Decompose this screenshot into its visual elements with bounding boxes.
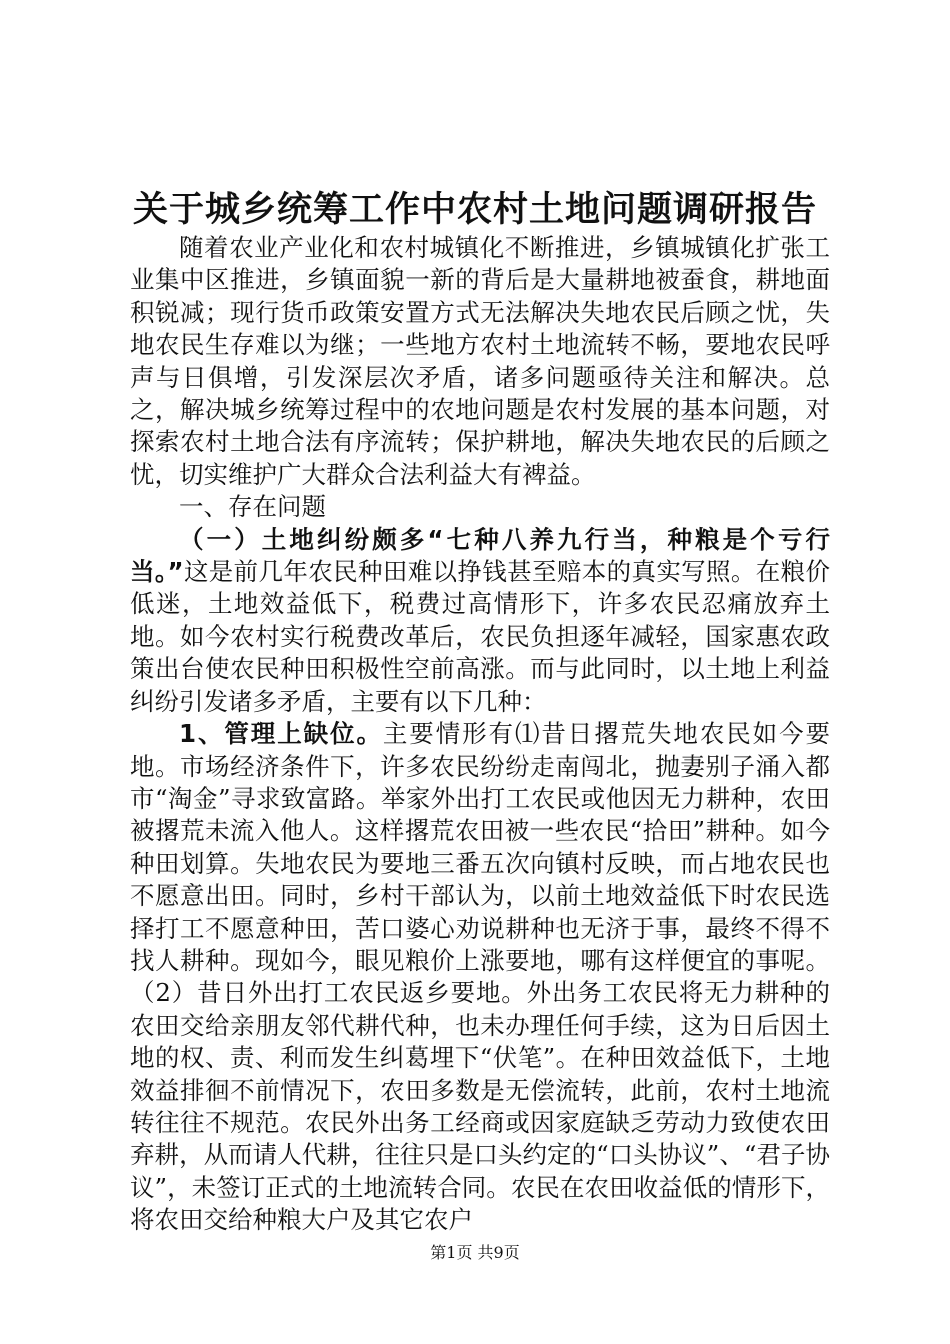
item-heading: 1、管理上缺位。 xyxy=(179,719,383,749)
section-heading: 一、存在问题 xyxy=(179,492,326,522)
item-text: 主要情形有⑴昔日撂荒失地农民如今要地。市场经济条件下，许多农民纷纷走南闯北，抛妻别子涌入都市“淘金”寻求致富路。举家外出打工农民或他因无力耕种，农田被撂荒未流入他人。这样撂荒农田被一些农民“拾田”耕种。如今种田划算。失地农民为要地三番五次向镇村反映，而占地农民也不愿意出田。同时，乡村干部认为，以前土地效益低下时农民选择打工不愿意种田，苦口婆心劝说耕种也无济于事，最终不得不找人耕种。现如今，眼见粮价上涨要地，哪有这样便宜的事呢。（2）昔日外出打工农民返乡要地。外出务工农民将无力耕种的农田交给亲朋友邻代耕代种，也未办理任何手续，这为日后因土地的权、责、利而发生纠葛埋下“伏笔”。在种田效益低下，土地效益排徊不前情况下，农田多数是无偿流转，此前，农村土地流转往往不规范。农民外出务工经商或因家庭缺乏劳动力致使农田弃耕，从而请人代耕，往往只是口头约定的“口头协议”、“君子协议”，未签订正式的土地流转合同。农民在农田收益低的情形下，将农田交给种粮大户及其它农户 xyxy=(130,719,831,1235)
subsection-heading: （一）土地纠纷颇多“七种八养九行当，种粮是个亏行当。” xyxy=(130,524,830,587)
document-title: 关于城乡统筹工作中农村土地问题调研报告 xyxy=(132,189,817,230)
page-footer: 第1页 共9页 xyxy=(430,1243,520,1262)
subsection-paragraph xyxy=(130,524,830,718)
intro-paragraph: 随着农业产业化和农村城镇化不断推进，乡镇城镇化扩张工业集中区推进，乡镇面貌一新的背后是大量耕地被蚕食，耕地面积锐减；现行货币政策安置方式无法解决失地农民后顾之忧，失地农民生存难以为继；一些地方农村土地流转不畅，要地农民呼声与日俱增，引发深层次矛盾，诸多问题亟待关注和解决。总之，解决城乡统筹过程中的农地问题是农村发展的基本问题，对探索农村土地合法有序流转；保护耕地，解决失地农民的后顾之忧，切实维护广大群众合法利益大有裨益。 xyxy=(130,233,830,489)
subsection-text: 这是前几年农民种田难以挣钱甚至赔本的真实写照。在粮价低迷，土地效益低下，税费过高情形下，许多农民忍痛放弃土地。如今农村实行税费改革后，农民负担逐年减轻，国家惠农政策出台使农民种田积极性空前高涨。而与此同时，以土地上利益纠纷引发诸多矛盾，主要有以下几种： xyxy=(130,557,830,716)
document-body xyxy=(130,232,830,1237)
item-paragraph xyxy=(130,718,830,1237)
